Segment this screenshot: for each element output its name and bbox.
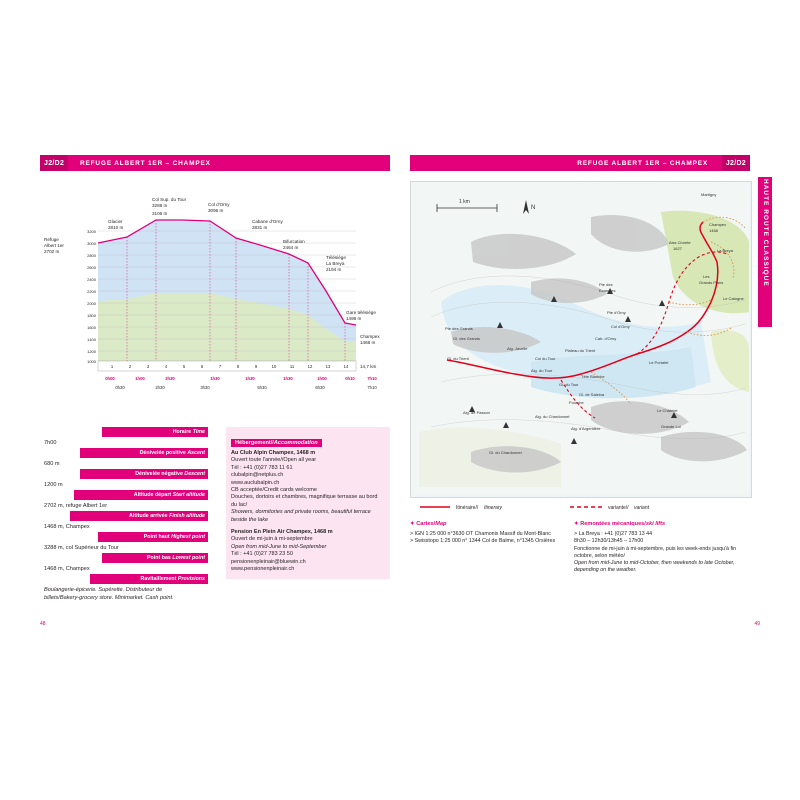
svg-text:Gl. du Trient: Gl. du Trient <box>447 356 469 361</box>
svg-text:1627: 1627 <box>673 246 682 251</box>
row-label: Altitude départ Start altitude <box>74 490 208 500</box>
svg-text:3288 m: 3288 m <box>152 203 168 208</box>
svg-text:2702 m: 2702 m <box>44 249 60 254</box>
svg-text:Le Châtelet: Le Châtelet <box>657 408 678 413</box>
svg-text:Champex: Champex <box>709 222 727 227</box>
svg-text:1468 m: 1468 m <box>360 340 376 345</box>
accommodation-open: Ouvert de mi-juin à mi-septembre <box>231 536 313 543</box>
svg-text:Le Catogne: Le Catogne <box>723 296 744 301</box>
svg-text:2464 m: 2464 m <box>283 245 299 250</box>
svg-text:Cabane d'Orny: Cabane d'Orny <box>252 219 283 224</box>
maps-item: > IGN 1:25 000 n°3630 OT Chamonix Massif du Mont-Blanc <box>410 531 551 538</box>
svg-text:Col du Tour: Col du Tour <box>535 356 556 361</box>
row-value: 680 m <box>44 461 60 467</box>
svg-text:Col d'Orny: Col d'Orny <box>611 324 630 329</box>
row-label: Ravitaillement Provisions <box>90 574 208 584</box>
accommodation-open: Ouvert toute l'année//Open all year <box>231 457 317 464</box>
chart-plot-area <box>87 219 377 390</box>
svg-text:Champex: Champex <box>360 334 380 339</box>
svg-text:5: 5 <box>182 364 186 369</box>
table-row <box>40 427 212 448</box>
svg-text:2h30: 2h30 <box>165 376 175 381</box>
route-map[interactable] <box>410 181 752 498</box>
svg-text:1h00: 1h00 <box>135 376 145 381</box>
svg-text:Glacier: Glacier <box>108 219 123 224</box>
svg-text:2400: 2400 <box>87 277 96 282</box>
svg-text:3200: 3200 <box>87 229 96 234</box>
svg-text:0h30: 0h30 <box>115 385 125 390</box>
svg-text:1h30: 1h30 <box>245 376 255 381</box>
map-legend <box>410 501 750 513</box>
lifts-note-fr: Fonctionne de mi-juin à mi-septembre, puis les week-ends jusqu'à fin octobre, selon météo/ <box>574 545 737 559</box>
svg-text:2800: 2800 <box>87 253 96 258</box>
svg-text:Itinerary: Itinerary <box>484 505 503 511</box>
row-label: Dénivelée positive Ascent <box>80 448 208 458</box>
svg-text:5h30: 5h30 <box>257 385 267 390</box>
svg-text:Fourche: Fourche <box>569 400 584 405</box>
svg-text:6: 6 <box>200 364 204 369</box>
row-label: Altitude arrivée Finish altitude <box>70 511 208 521</box>
route-info-table <box>40 427 212 603</box>
lifts-hours: 8h30 – 12h30/13h45 – 17h00 <box>574 538 644 545</box>
svg-text:Tête Blanche: Tête Blanche <box>581 374 605 379</box>
svg-text:variante//: variante// <box>608 505 629 511</box>
svg-text:3: 3 <box>146 364 150 369</box>
svg-text:6h30: 6h30 <box>315 385 325 390</box>
page-number-left: 48 <box>40 621 46 627</box>
accommodation-name: Au Club Alpin Champex, 1468 m <box>231 450 316 456</box>
lifts-note-en: Open from mid-June to mid-October, then weekends to late October, depending on the weather. <box>574 560 735 574</box>
svg-text:Pte des: Pte des <box>599 282 613 287</box>
accommodation-web[interactable]: www.pensionenpleinair.ch <box>231 566 295 573</box>
accommodation-cards: CB acceptée/Credit cards welcome <box>231 487 317 494</box>
svg-text:Refuge: Refuge <box>44 237 59 242</box>
table-row <box>40 511 212 532</box>
svg-text:3h30: 3h30 <box>200 385 210 390</box>
svg-text:11: 11 <box>289 364 295 369</box>
row-value: 1468 m, Champex <box>44 524 90 530</box>
svg-text:12: 12 <box>307 364 313 369</box>
row-value: Boulangerie-épicerie. Supérette. Distributeur de billets/Bakery-grocery store. Minimarket. Cash point. <box>44 587 174 601</box>
svg-text:Ecandies: Ecandies <box>599 288 616 293</box>
svg-text:La Breya: La Breya <box>717 248 734 253</box>
star-icon: ✦ <box>410 521 415 527</box>
row-value: 7h00 <box>44 440 57 446</box>
svg-text:Aig. de Passon: Aig. de Passon <box>463 410 490 415</box>
row-label: Point haut Highest point <box>98 532 208 542</box>
star-icon: ✦ <box>574 521 579 527</box>
section-tab <box>758 177 772 327</box>
header-left-title: REFUGE ALBERT 1ER – CHAMPEX <box>80 159 211 167</box>
svg-text:7h10: 7h10 <box>367 385 377 390</box>
header-left-tag: J2/D2 <box>40 155 68 171</box>
svg-text:Itinéraire//: Itinéraire// <box>456 505 479 511</box>
svg-text:2194 m: 2194 m <box>326 267 342 272</box>
svg-text:1200: 1200 <box>87 349 96 354</box>
svg-text:Gl. des Grands: Gl. des Grands <box>453 336 480 341</box>
svg-text:7: 7 <box>218 364 222 369</box>
svg-text:1h00: 1h00 <box>317 376 327 381</box>
svg-text:2831 m: 2831 m <box>252 225 268 230</box>
svg-text:0h00: 0h00 <box>105 376 115 381</box>
accommodation-tel: Tél : +41 (0)27 783 11 61 <box>231 464 293 471</box>
lifts-heading: ✦ Remontées mécaniques/ski lifts <box>574 521 666 527</box>
row-value: 3288 m, col Supérieur du Tour <box>44 545 119 551</box>
svg-text:2: 2 <box>128 364 132 369</box>
svg-text:8: 8 <box>236 364 240 369</box>
svg-text:3000: 3000 <box>87 241 96 246</box>
svg-text:Télésiège: Télésiège <box>326 255 346 260</box>
svg-text:Plateau du Trient: Plateau du Trient <box>565 348 596 353</box>
row-value: 1200 m <box>44 482 63 488</box>
svg-text:9: 9 <box>254 364 258 369</box>
svg-text:0h10: 0h10 <box>345 376 355 381</box>
row-value: 1468 m, Champex <box>44 566 90 572</box>
svg-text:1: 1 <box>110 364 114 369</box>
svg-text:N: N <box>531 205 536 211</box>
accommodation-desc-fr: Douches, dortoirs et chambres, magnifique terrasse au bord du lac/ <box>231 494 378 508</box>
table-row <box>40 448 212 469</box>
svg-text:Les: Les <box>703 274 710 279</box>
lifts-box <box>574 521 750 574</box>
svg-text:7h10: 7h10 <box>367 376 377 381</box>
svg-text:14: 14 <box>343 364 349 369</box>
table-row <box>40 553 212 574</box>
svg-text:Aig. du Tour: Aig. du Tour <box>531 368 553 373</box>
accommodation-open-en: Open from mid-June to mid-September <box>231 543 327 550</box>
header-right-title: REFUGE ALBERT 1ER – CHAMPEX <box>577 159 708 167</box>
accommodation-desc-en: Showers, dormitories and private rooms, beautiful terrace beside the lake <box>231 509 371 523</box>
svg-text:1 km: 1 km <box>459 199 470 205</box>
svg-text:Gl. de Saleina: Gl. de Saleina <box>579 392 605 397</box>
accommodation-name: Pension En Plein Air Champex, 1468 m <box>231 529 333 536</box>
section-tab-label: HAUTE ROUTE CLASSIQUE <box>762 179 769 287</box>
maps-heading: ✦ Cartes/Map <box>410 521 447 527</box>
table-row <box>40 532 212 553</box>
time-axis <box>115 385 377 390</box>
row-label: Dénivelée négative Descent <box>80 469 208 479</box>
svg-text:Pte d'Orny: Pte d'Orny <box>607 310 626 315</box>
table-row <box>40 490 212 511</box>
table-row <box>40 574 212 584</box>
svg-text:Le Portalet: Le Portalet <box>649 360 669 365</box>
x-axis-end-label: 14,7 km <box>360 364 377 369</box>
svg-text:Col Sup. du Tour: Col Sup. du Tour <box>152 197 187 202</box>
svg-text:Grande Lui: Grande Lui <box>661 424 681 429</box>
accommodation-web[interactable]: www.auclubalpin.ch <box>231 479 280 486</box>
svg-text:Aig. Javelle: Aig. Javelle <box>507 346 528 351</box>
maps-item: > Swisstopo 1:25 000 n° 1344 Col de Balme, n°1345 Orsières <box>410 538 556 545</box>
lifts-item: > La Breya : +41 (0)27 783 13 44 <box>574 531 653 538</box>
svg-text:10: 10 <box>271 364 277 369</box>
svg-text:2600: 2600 <box>87 265 96 270</box>
time-markers <box>105 376 377 381</box>
page-number-right: 49 <box>754 621 760 627</box>
svg-text:1000: 1000 <box>87 359 96 364</box>
page-spread <box>40 155 769 655</box>
svg-text:Martigny: Martigny <box>701 192 717 197</box>
svg-text:1h30: 1h30 <box>210 376 220 381</box>
svg-text:Col d'Orny: Col d'Orny <box>208 202 230 207</box>
accommodation-heading: Hébergement//Accommodation <box>231 439 322 447</box>
svg-text:Gl. du Tour: Gl. du Tour <box>559 382 579 387</box>
svg-text:4: 4 <box>164 364 168 369</box>
svg-text:1800: 1800 <box>87 313 96 318</box>
svg-text:Cab. d'Orny: Cab. d'Orny <box>595 336 617 341</box>
svg-text:2000: 2000 <box>87 301 96 306</box>
svg-text:Pte des Grands: Pte des Grands <box>445 326 473 331</box>
svg-text:Aiss Clorete: Aiss Clorete <box>669 240 691 245</box>
svg-text:1600: 1600 <box>87 325 96 330</box>
svg-text:Gare télésiège: Gare télésiège <box>346 310 376 315</box>
header-left <box>40 155 390 171</box>
svg-text:1400: 1400 <box>87 337 96 342</box>
svg-text:Aig. d'Argentière: Aig. d'Argentière <box>571 426 601 431</box>
svg-text:1h30: 1h30 <box>283 376 293 381</box>
svg-text:3096 m: 3096 m <box>208 208 224 213</box>
accommodation-email[interactable]: clubalpin@netplus.ch <box>231 472 284 479</box>
table-row <box>40 469 212 490</box>
row-label: Point bas Lowest point <box>102 553 208 563</box>
svg-text:3106 m: 3106 m <box>152 211 168 216</box>
svg-text:2200: 2200 <box>87 289 96 294</box>
header-right-tag: J2/D2 <box>722 155 750 171</box>
row-label: Horaire Time <box>102 427 208 437</box>
svg-text:1468: 1468 <box>709 228 718 233</box>
svg-text:Aig. du Chardonnet: Aig. du Chardonnet <box>535 414 570 419</box>
svg-text:variant: variant <box>634 505 650 511</box>
svg-text:Bifurcation: Bifurcation <box>283 239 305 244</box>
accommodation-email[interactable]: pensionenpleinair@bluewin.ch <box>231 558 306 565</box>
maps-box <box>410 521 560 546</box>
accommodation-block <box>226 427 390 579</box>
svg-text:1498 m: 1498 m <box>346 316 362 321</box>
svg-text:Grands Plans: Grands Plans <box>699 280 724 285</box>
svg-text:13: 13 <box>325 364 331 369</box>
svg-text:La Breya: La Breya <box>326 261 345 266</box>
accommodation-tel: Tél : +41 (0)27 783 23 50 <box>231 551 293 558</box>
svg-text:Albert 1er: Albert 1er <box>44 243 64 248</box>
svg-text:Gl. du Chardonnet: Gl. du Chardonnet <box>489 450 522 455</box>
row-value: 2702 m, refuge Albert 1er <box>44 503 108 509</box>
elevation-profile-chart <box>40 181 390 421</box>
svg-text:2810 m: 2810 m <box>108 225 124 230</box>
svg-text:2h30: 2h30 <box>155 385 165 390</box>
